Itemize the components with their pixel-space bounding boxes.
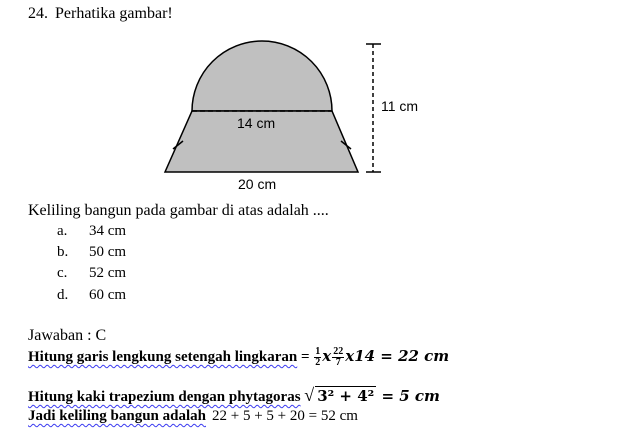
bottom-width-label: 20 cm bbox=[238, 176, 277, 192]
step-pythagoras bbox=[28, 385, 440, 406]
step3-label: Jadi keliling bangun adalah bbox=[28, 408, 206, 424]
step1-times: x bbox=[322, 347, 332, 365]
fraction-denominator: 7 bbox=[335, 357, 341, 369]
option-a bbox=[57, 223, 126, 240]
step3-formula: 22 + 5 + 5 + 20 = 52 cm bbox=[212, 408, 358, 424]
height-label: 11 cm bbox=[381, 98, 419, 114]
answer-text: Jawaban : C bbox=[28, 327, 107, 344]
step1-equals: = bbox=[300, 349, 310, 365]
fraction-numerator: 22 bbox=[333, 346, 344, 358]
question-prompt: Keliling bangun pada gambar di atas adalah .... bbox=[28, 202, 329, 219]
sqrt-icon: √ bbox=[304, 385, 315, 405]
option-label: b. bbox=[57, 244, 69, 260]
fraction-pi bbox=[332, 347, 344, 368]
fraction-half bbox=[314, 347, 321, 368]
step1-label: Hitung garis lengkung setengah lingkaran bbox=[28, 349, 298, 365]
option-text: 52 cm bbox=[89, 265, 127, 281]
question-number: 24. bbox=[28, 5, 48, 22]
fraction-numerator: 1 bbox=[315, 346, 321, 358]
option-c bbox=[57, 265, 126, 282]
question-title: Perhatika gambar! bbox=[55, 5, 173, 22]
option-text: 50 cm bbox=[89, 244, 127, 260]
semicircle-shape bbox=[192, 41, 332, 111]
step-semicircle bbox=[28, 347, 449, 368]
option-label: c. bbox=[57, 265, 68, 281]
shape-figure bbox=[0, 0, 640, 200]
step1-result: x14 = 22 cm bbox=[345, 347, 450, 365]
top-width-label: 14 cm bbox=[237, 115, 276, 131]
option-text: 60 cm bbox=[89, 287, 127, 303]
step-total bbox=[28, 408, 358, 425]
step2-result: = 5 cm bbox=[376, 387, 440, 405]
option-text: 34 cm bbox=[89, 223, 127, 239]
option-label: d. bbox=[57, 287, 69, 303]
option-b bbox=[57, 244, 126, 261]
step2-label: Hitung kaki trapezium dengan phytagoras bbox=[28, 389, 301, 405]
option-d bbox=[57, 287, 126, 304]
step2-radical: 3² + 4² bbox=[317, 387, 375, 405]
fraction-denominator: 2 bbox=[315, 357, 321, 369]
option-label: a. bbox=[57, 223, 68, 239]
